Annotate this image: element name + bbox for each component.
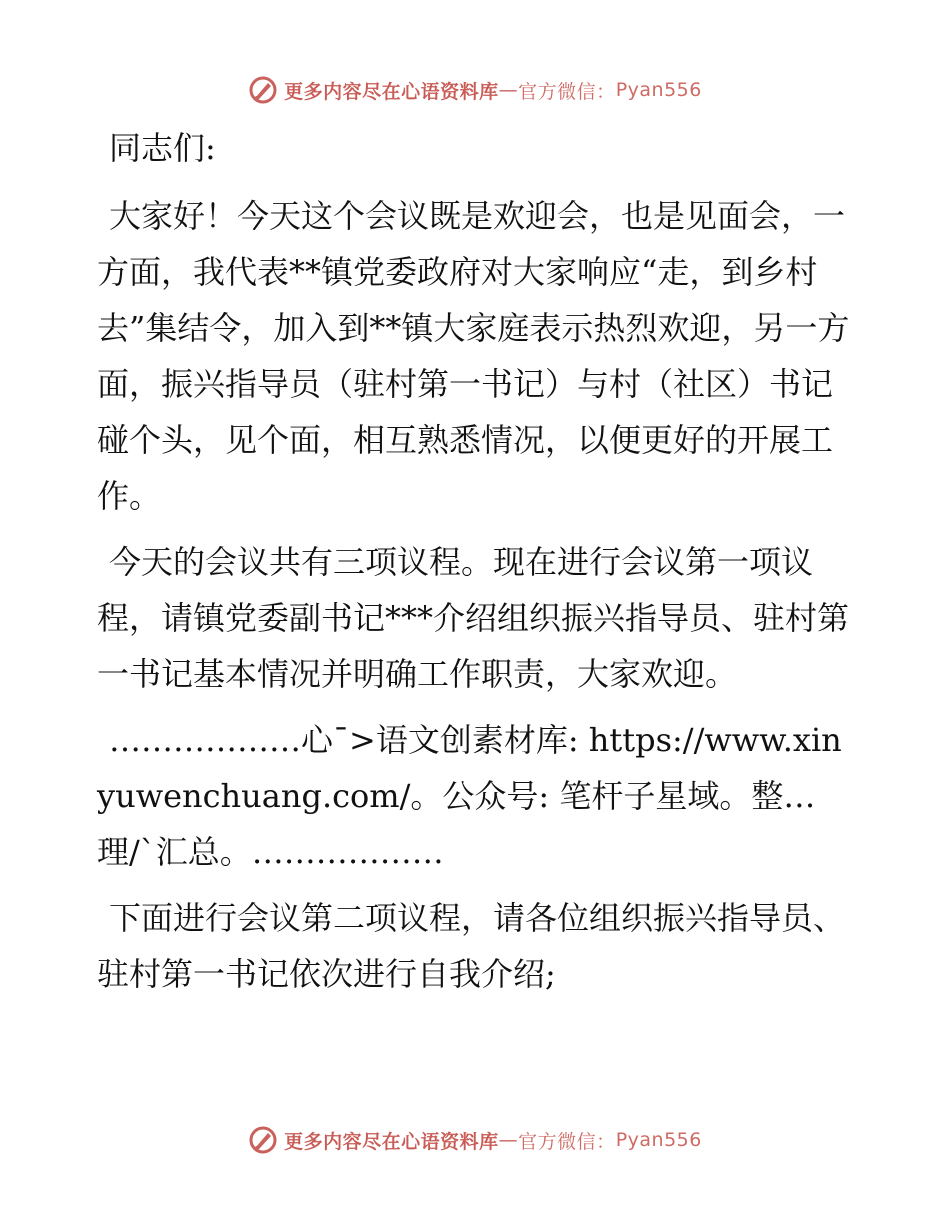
watermark-separator: —: [498, 79, 519, 101]
paragraph-agenda-two: 下面进行会议第二项议程，请各位组织振兴指导员、驻村第一书记依次进行自我介绍;: [97, 899, 846, 993]
paragraph-welcome: 大家好！今天这个会议既是欢迎会，也是见面会，一方面，我代表**镇党委政府对大家响应“走，到乡村去”集结令，加入到**镇大家庭表示热烈欢迎，另一方面，振兴指导员（驻村第一书记）与村（社区）书记碰个头，见个面，相互熟悉情况，以便更好的开展工作。: [97, 197, 850, 515]
pen-nib-logo-icon: [248, 75, 278, 105]
pen-nib-logo-icon: [248, 1125, 278, 1155]
watermark-account-label: 官方微信：: [518, 80, 616, 103]
watermark-account-label: 官方微信：: [518, 1130, 616, 1153]
watermark-separator: —: [498, 1129, 519, 1151]
header-watermark: [0, 70, 950, 110]
salutation: 同志们:: [109, 129, 216, 167]
footer-watermark: [0, 1120, 950, 1160]
watermark-brand: 更多内容尽在心语资料库: [284, 80, 499, 103]
watermark-account-id: Pyan556: [615, 1129, 702, 1151]
paragraph-source-note: ………………心¯>语文创素材库: https://www.xinyuwenchuang.com/。公众号: 笔杆子星域。整…理/`汇总。………………: [97, 721, 842, 871]
paragraph-agenda-one: 今天的会议共有三项议程。现在进行会议第一项议程，请镇党委副书记***介绍组织振兴指导员、驻村第一书记基本情况并明确工作职责，大家欢迎。: [97, 543, 850, 693]
watermark-brand: 更多内容尽在心语资料库: [284, 1130, 499, 1153]
document-body: [97, 120, 857, 1012]
watermark-account-id: Pyan556: [615, 79, 702, 101]
